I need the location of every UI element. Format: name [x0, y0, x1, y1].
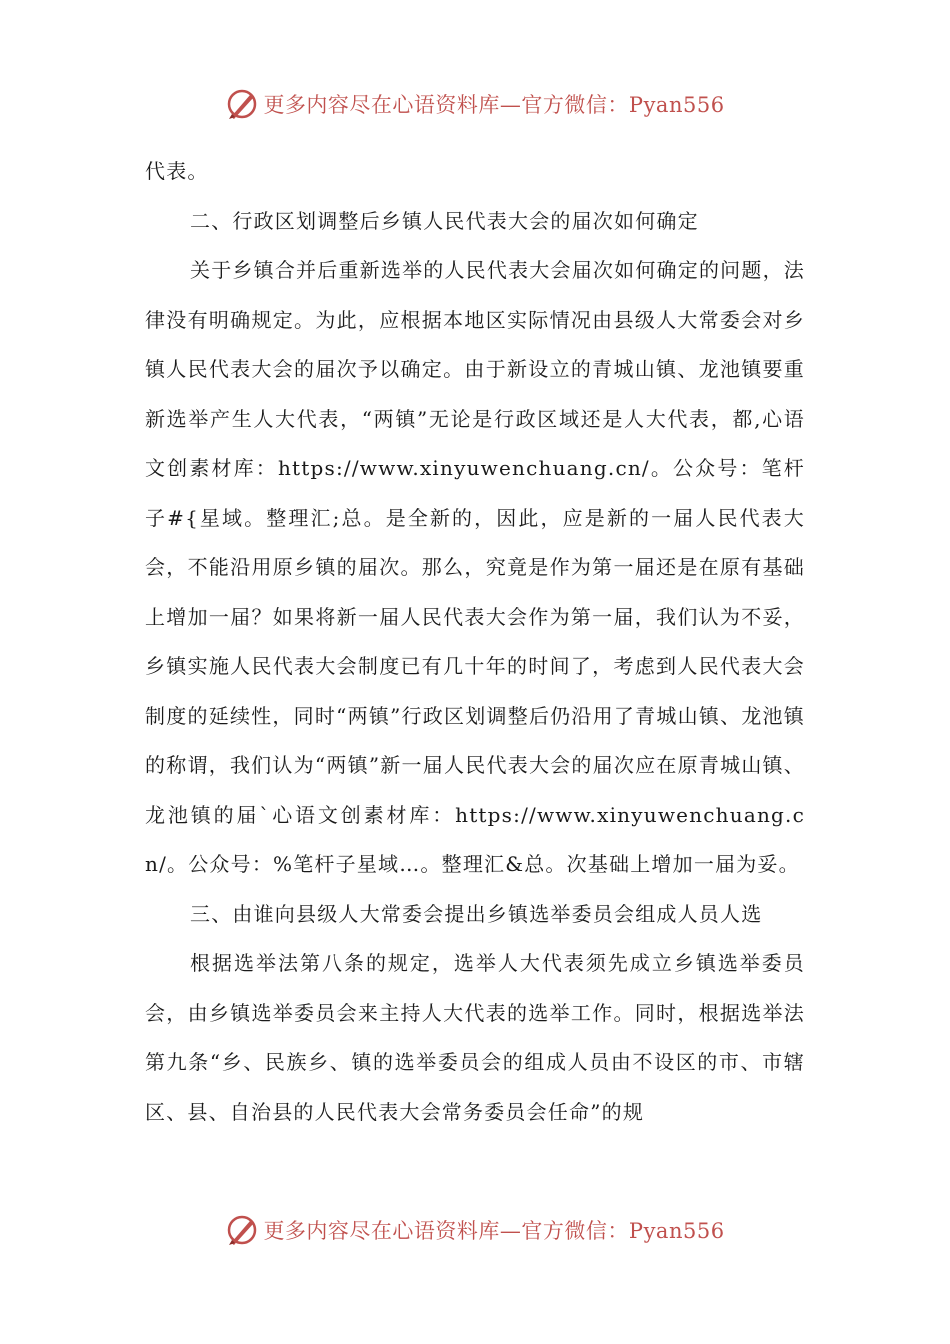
section-heading-2: 二、行政区划调整后乡镇人民代表大会的届次如何确定	[190, 208, 699, 233]
footer-banner-text: 更多内容尽在心语资料库—官方微信：Pyan556	[263, 1219, 725, 1243]
paragraph: 关于乡镇合并后重新选举的人民代表大会届次如何确定的问题，法律没有明确规定。为此，应根据本地区实际情况由县级人大常委会对乡镇人民代表大会的届次予以确定。由于新设立的青城山镇、龙池镇要重新选举产生人大代表，“两镇”无论是行政区域还是人大代表，都,心语文创素材库：https://www.xinyuwenchuang.cn/。公众号：笔杆子#{星域。整理汇;总。是全新的，因此，应是新的一届人民代表大会，不能沿用原乡镇的届次。那么，究竟是作为第一届还是在原有基础上增加一届？如果将新一届人民代表大会作为第一届，我们认为不妥，乡镇实施人民代表大会制度已有几十年的时间了，考虑到人民代表大会制度的延续性，同时“两镇”行政区划调整后仍沿用了青城山镇、龙池镇的称谓，我们认为“两镇”新一届人民代表大会的届次应在原青城山镇、龙池镇的届`心语文创素材库：https://www.xinyuwenchuang.cn/。公众号：%笔杆子星域…。整理汇&总。次基础上增加一届为妥。	[145, 258, 805, 876]
paragraph: 根据选举法第八条的规定，选举人大代表须先成立乡镇选举委员会，由乡镇选举委员会来主持人大代表的选举工作。同时，根据选举法第九条“乡、民族乡、镇的选举委员会的组成人员由不设区的市、市辖区、县、自治县的人民代表大会常务委员会任命”的规	[145, 951, 805, 1124]
header-banner-text: 更多内容尽在心语资料库—官方微信：Pyan556	[263, 93, 725, 117]
section-heading-3: 三、由谁向县级人大常委会提出乡镇选举委员会组成人员人选	[190, 901, 763, 926]
pen-logo-icon	[225, 1213, 259, 1247]
document-body	[145, 147, 805, 1137]
pen-logo-icon	[225, 87, 259, 121]
footer-banner	[0, 1210, 950, 1250]
paragraph-continuation: 代表。	[145, 159, 209, 183]
header-banner	[0, 84, 950, 124]
